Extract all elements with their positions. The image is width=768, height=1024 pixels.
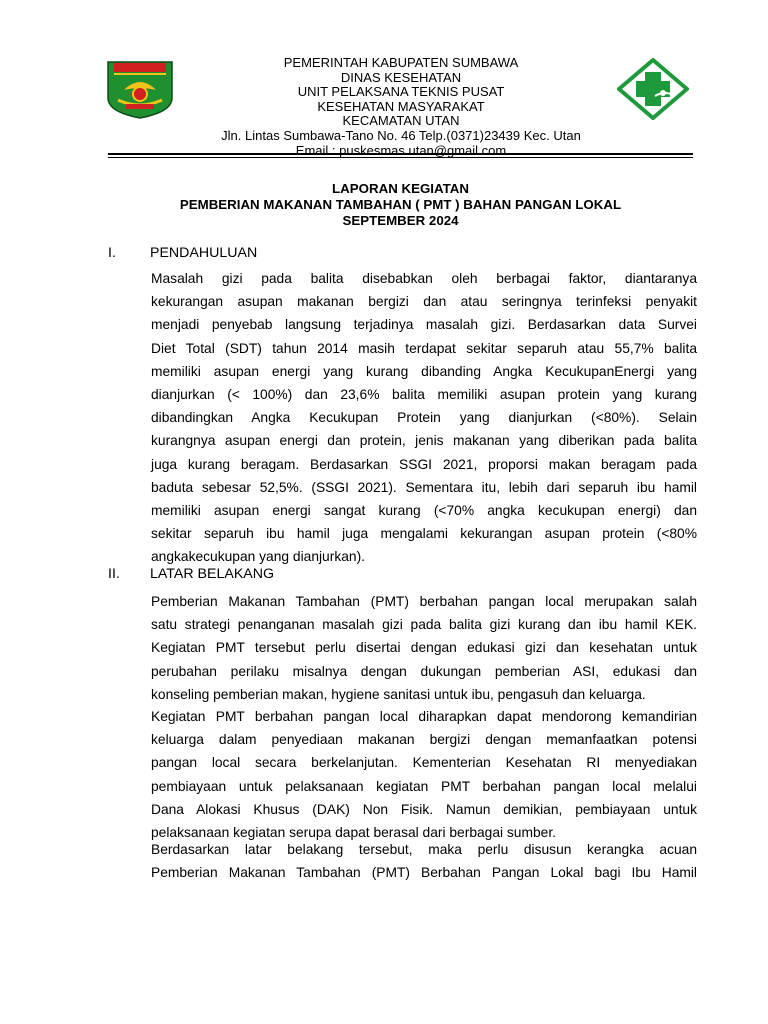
paragraph-line: dianjurkan (< 100%) dan 23,6% balita memiliki asupan protein yang kurang: [151, 386, 697, 402]
paragraph-line: memiliki asupan energi yang kurang dibanding Angka KecukupanEnergi yang: [151, 363, 697, 379]
paragraph-line: sekitar separuh ibu hamil juga mengalami kekurangan asupan protein (<80%: [151, 526, 697, 542]
paragraph-line: menjadi penyebab langsung terjadinya masalah gizi. Berdasarkan data Survei: [151, 317, 697, 333]
letterhead-line: UNIT PELAKSANA TEKNIS PUSAT: [297, 84, 505, 100]
paragraph-line: Berdasarkan latar belakang tersebut, maka perlu disusun kerangka acuan: [151, 842, 697, 857]
puskesmas-logo-icon: [617, 58, 689, 120]
section-number: I.: [108, 245, 116, 261]
paragraph-line: juga kurang beragam. Berdasarkan SSGI 2021, proporsi makan beragam pada: [151, 456, 697, 472]
section-number: II.: [108, 566, 120, 582]
paragraph-line: keluarga dalam penyediaan makanan bergizi dengan memanfaatkan potensi: [151, 732, 697, 748]
document-title: [108, 181, 693, 229]
paragraph: [151, 838, 697, 884]
letterhead-line: PEMERINTAH KABUPATEN SUMBAWA: [283, 55, 519, 70]
letterhead-line: KECAMATAN UTAN: [342, 113, 460, 129]
paragraph-line: Kegiatan PMT berbahan pangan local diharapkan dapat mendorong kemandirian: [151, 709, 697, 724]
paragraph-line: konseling pemberian makan, hygiene sanitasi untuk ibu, pengasuh dan keluarga.: [151, 686, 646, 702]
title-line: LAPORAN KEGIATAN: [332, 181, 469, 196]
section-title: LATAR BELAKANG: [150, 566, 275, 582]
sumbawa-emblem-icon: [104, 60, 176, 120]
paragraph-line: pembiayaan untuk pelaksanaan kegiatan PMT berbahan pangan local melalui: [151, 778, 697, 794]
paragraph-line: Dana Alokasi Khusus (DAK) Non Fisik. Namun demikian, pembiayaan untuk: [151, 801, 697, 817]
section-heading: [108, 245, 257, 261]
paragraph-line: Masalah gizi pada balita disebabkan oleh berbagai faktor, diantaranya: [151, 271, 697, 286]
paragraph-line: angkakecukupan yang dianjurkan).: [151, 549, 365, 565]
section-title: PENDAHULUAN: [150, 245, 258, 261]
paragraph-line: Pemberian Makanan Tambahan (PMT) berbahan pangan local merupakan salah: [151, 594, 697, 609]
paragraph-line: perubahan perilaku misalnya dengan dukungan pemberian ASI, edukasi dan: [151, 663, 697, 679]
letterhead-rule-thin: [108, 157, 693, 158]
paragraph-line: Kegiatan PMT tersebut perlu disertai dengan edukasi gizi dan kesehatan untuk: [151, 640, 697, 656]
section-heading: [108, 566, 274, 582]
title-line: PEMBERIAN MAKANAN TAMBAHAN ( PMT ) BAHAN PANGAN LOKAL: [179, 197, 622, 212]
title-line: SEPTEMBER 2024: [342, 213, 459, 228]
paragraph-line: baduta sebesar 52,5%. (SSGI 2021). Sementara itu, lebih dari separuh ibu hamil: [151, 479, 697, 495]
paragraph: [151, 590, 697, 706]
paragraph-line: satu strategi penanganan masalah gizi pada balita gizi kurang dan ibu hamil KEK.: [151, 617, 697, 633]
paragraph: [151, 267, 697, 568]
letterhead-line: DINAS KESEHATAN: [340, 69, 462, 85]
paragraph-line: pangan local secara berkelanjutan. Kementerian Kesehatan RI menyediakan: [151, 755, 697, 771]
paragraph-line: kurangnya asupan energi dan protein, jenis makanan yang diberikan pada balita: [151, 433, 697, 449]
letterhead-rule-thick: [108, 153, 693, 155]
paragraph-line: kekurangan asupan makanan bergizi dan atau seringnya terinfeksi penyakit: [151, 294, 697, 310]
paragraph-line: pelaksanaan kegiatan serupa dapat berasal dari berbagai sumber.: [151, 824, 556, 840]
paragraph-line: dibandingkan Angka Kecukupan Protein yang dianjurkan (<80%). Selain: [151, 410, 697, 426]
paragraph: [151, 705, 697, 844]
letterhead-address: Jln. Lintas Sumbawa-Tano No. 46 Telp.(0371)23439 Kec. Utan: [221, 127, 581, 143]
paragraph-line: memiliki asupan energi sangat kurang (<70% angka kecukupan energi) dan: [151, 502, 697, 518]
letterhead-line: KESEHATAN MASYARAKAT: [317, 98, 485, 114]
paragraph-line: Pemberian Makanan Tambahan (PMT) Berbahan Pangan Lokal bagi Ibu Hamil: [151, 865, 697, 881]
letterhead-email: Email : puskesmas.utan@gmail.com: [295, 142, 507, 158]
paragraph-line: Diet Total (SDT) tahun 2014 masih terdapat sekitar separuh atau 55,7% balita: [151, 340, 697, 356]
letterhead-text: [180, 56, 622, 158]
